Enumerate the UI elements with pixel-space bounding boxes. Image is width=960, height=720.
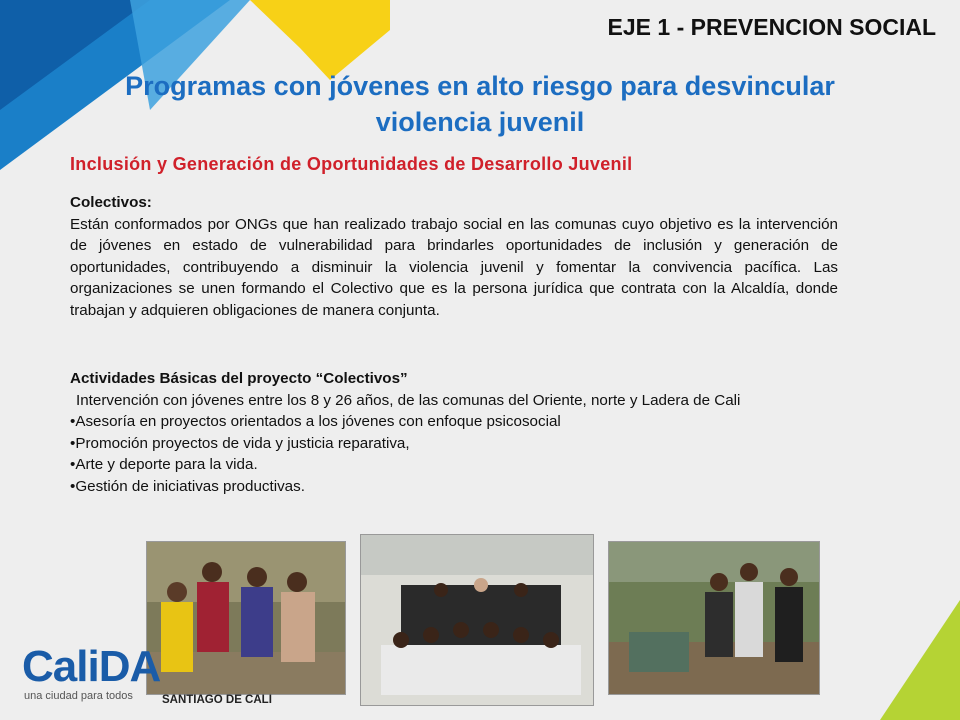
calida-logo [22,642,242,720]
page-title: Programas con jóvenes en alto riesgo para desvincular violencia juvenil [125,71,835,137]
logo-tagline: una ciudad para todos [24,690,133,702]
city-label: SANTIAGO DE CALI [162,694,272,706]
page-subtitle: Inclusión y Generación de Oportunidades de Desarrollo Juvenil [70,154,633,174]
section-label: EJE 1 - PREVENCION SOCIAL [607,14,936,40]
colectivos-heading: Colectivos: [70,194,152,211]
activity-item: •Gestión de iniciativas productivas. [70,477,305,495]
actividades-heading: Actividades Básicas del proyecto “Colectivos” [70,370,408,387]
photo-garden [608,541,820,695]
photo-group-indoors [360,534,594,706]
colectivos-section [70,192,838,321]
activity-item: •Promoción proyectos de vida y justicia reparativa, [70,434,410,452]
activity-item: •Arte y deporte para la vida. [70,456,258,473]
logo-text: CaliDA [22,642,161,691]
colectivos-text: Están conformados por ONGs que han realizado trabajo social en las comunas cuyo objetivo es la intervención de jóvenes en estado de vulnerabilidad para brindarles oportunidades de inclusión y generación de oportunidades, contribuyendo a disminuir la violencia juvenil y fomentar la convivencia pacífica. Las organizaciones se unen formando el Colectivo que es la persona jurídica que contrata con la Alcaldía, donde trabajan y adquieren obligaciones de manera conjunta. [70,215,838,319]
actividades-section [70,368,838,497]
actividades-intro: Intervención con jóvenes entre los 8 y 26 años, de las comunas del Oriente, norte y Ladera de Cali [76,391,741,409]
activity-item: •Asesoría en proyectos orientados a los jóvenes con enfoque psicosocial [70,413,561,430]
